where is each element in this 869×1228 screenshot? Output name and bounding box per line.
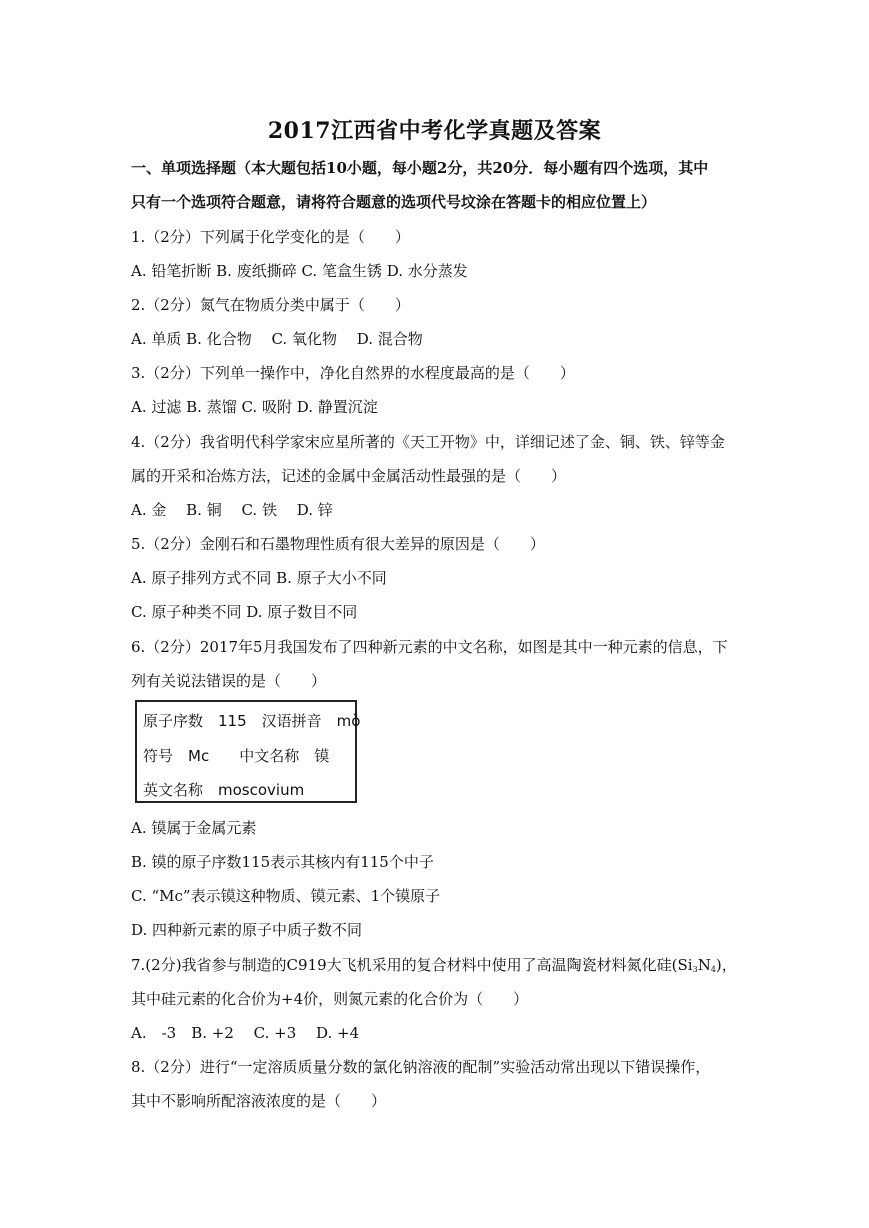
question-7-stem-part-a: 7.(2分)我省参与制造的C919大飞机采用的复合材料中使用了高温陶瓷材料氮化硅(Si — [131, 956, 693, 974]
question-6-stem-line-2: 列有关说法错误的是（ ） — [131, 672, 327, 690]
question-2-stem: 2.（2分）氮气在物质分类中属于（ ） — [131, 296, 410, 314]
question-8-stem-line-1: 8.（2分）进行“一定溶质质量分数的氯化钠溶液的配制”实验活动常出现以下错误操作， — [131, 1058, 711, 1076]
question-4-stem-line-1: 4.（2分）我省明代科学家宋应星所著的《天工开物》中，详细记述了金、铜、铁、锌等金 — [131, 433, 725, 451]
question-5-stem: 5.（2分）金刚石和石墨物理性质有很大差异的原因是（ ） — [131, 535, 545, 553]
n-subscript: 4 — [710, 965, 716, 974]
question-2-options: A. 单质 B. 化合物 C. 氧化物 D. 混合物 — [131, 330, 423, 348]
question-5-options-line-1: A. 原子排列方式不同 B. 原子大小不同 — [131, 569, 387, 587]
page-title: 2017江西省中考化学真题及答案 — [267, 118, 602, 144]
question-5-options-line-2: C. 原子种类不同 D. 原子数目不同 — [131, 603, 358, 621]
section-heading-line-1: 一、单项选择题（本大题包括10小题，每小题2分，共20分．每小题有四个选项，其中 — [131, 159, 709, 177]
question-7-stem-line-1 — [131, 955, 737, 980]
element-card-row-3: 英文名称 moscovium — [143, 781, 305, 799]
question-6-stem-line-1: 6.（2分）2017年5月我国发布了四种新元素的中文名称，如图是其中一种元素的信息，下 — [131, 638, 728, 656]
question-6-option-b: B. 镆的原子序数115表示其核内有115个中子 — [131, 853, 434, 871]
si-subscript: 3 — [692, 965, 698, 974]
element-card-row-1: 原子序数 115 汉语拼音 mò — [143, 712, 361, 730]
question-4-stem-line-2: 属的开采和冶炼方法，记述的金属中金属活动性最强的是（ ） — [131, 467, 567, 485]
question-7-stem-part-b: N — [697, 956, 711, 974]
question-1-options: A. 铅笔折断 B. 废纸撕碎 C. 笔盒生锈 D. 水分蒸发 — [131, 262, 468, 280]
element-info-card — [135, 700, 361, 803]
question-7-stem-line-2: 其中硅元素的化合价为+4价，则氮元素的化合价为（ ） — [131, 990, 529, 1008]
question-6-option-d: D. 四种新元素的原子中质子数不同 — [131, 921, 363, 939]
question-6-option-c: C. “Mc”表示镆这种物质、镆元素、1个镆原子 — [131, 887, 441, 905]
question-7-stem-part-c: )， — [715, 956, 737, 974]
section-heading-line-2: 只有一个选项符合题意，请将符合题意的选项代号坟涂在答题卡的相应位置上） — [131, 193, 657, 211]
question-1-stem: 1.（2分）下列属于化学变化的是（ ） — [131, 228, 410, 246]
question-6-option-a: A. 镆属于金属元素 — [131, 819, 257, 837]
element-card-row-2: 符号 Mc 中文名称 镆 — [143, 747, 330, 765]
question-8-stem-line-2: 其中不影响所配溶液浓度的是（ ） — [131, 1092, 387, 1110]
question-7-options: A. -3 B. +2 C. +3 D. +4 — [131, 1024, 360, 1042]
question-3-stem: 3.（2分）下列单一操作中，净化自然界的水程度最高的是（ ） — [131, 364, 575, 382]
question-3-options: A. 过滤 B. 蒸馏 C. 吸附 D. 静置沉淀 — [131, 398, 378, 416]
question-4-options: A. 金 B. 铜 C. 铁 D. 锌 — [131, 501, 333, 519]
